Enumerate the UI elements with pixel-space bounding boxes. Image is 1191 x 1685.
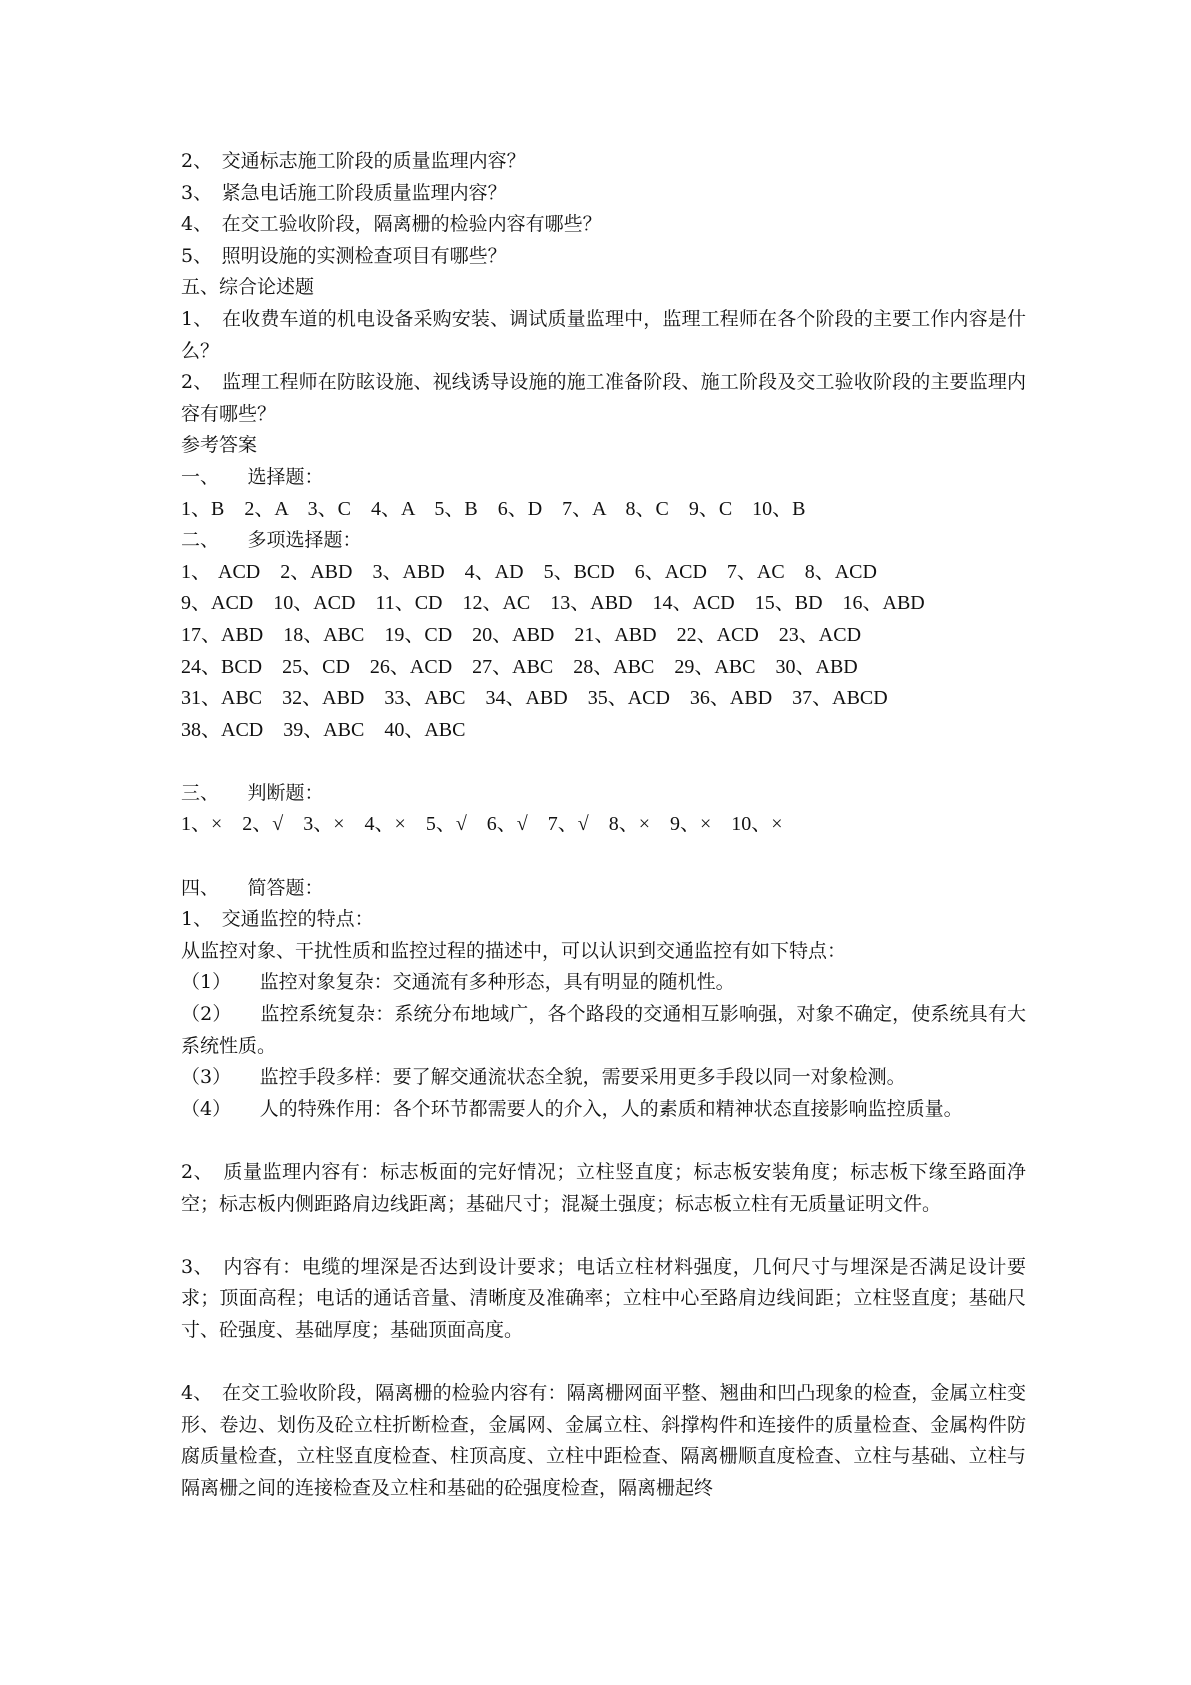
- answer-point: （4） 人的特殊作用：各个环节都需要人的介入，人的素质和精神状态直接影响监控质量。: [181, 1097, 963, 1120]
- answer-point: （3） 监控手段多样：要了解交通流状态全貌，需要采用更多手段以同一对象检测。: [181, 1066, 906, 1089]
- answer-section-heading: 一、 选择题：: [181, 465, 324, 488]
- answer-paragraph: 从监控对象、干扰性质和监控过程的描述中，可以认识到交通监控有如下特点：: [181, 939, 847, 962]
- question-item: 3、 紧急电话施工阶段质量监理内容？: [181, 181, 507, 204]
- answer-section-heading: 四、 简答题：: [181, 876, 324, 899]
- document-body: [181, 146, 1026, 1505]
- blank-line: [181, 746, 1026, 778]
- answer-line: 9、ACD 10、ACD 11、CD 12、AC 13、ABD 14、ACD 15、BD 16、ABD: [181, 592, 925, 615]
- question-item: 2、 交通标志施工阶段的质量监理内容？: [181, 150, 526, 172]
- blank-line: [181, 1347, 1026, 1379]
- answer-paragraph: 4、 在交工验收阶段，隔离栅的检验内容有：隔离栅网面平整、翘曲和凹凸现象的检查，金属立柱变形、卷边、划伤及砼立柱折断检查，金属网、金属立柱、斜撑构件和连接件的质量检查、金属构件防腐质量检查，立柱竖直度检查、柱顶高度、立柱中距检查、隔离栅顺直度检查、立柱与基础、立柱与隔离栅之间的连接检查及立柱和基础的砼强度检查，隔离栅起终: [181, 1382, 1026, 1499]
- answer-line: 38、ACD 39、ABC 40、ABC: [181, 718, 466, 741]
- blank-line: [181, 1220, 1026, 1252]
- answer-line: 1、× 2、√ 3、× 4、× 5、√ 6、√ 7、√ 8、× 9、× 10、×: [181, 813, 783, 836]
- answer-paragraph: 3、 内容有：电缆的埋深是否达到设计要求；电话立柱材料强度，几何尺寸与埋深是否满足设计要求；顶面高程；电话的通话音量、清晰度及准确率；立柱中心至路肩边线间距；立柱竖直度；基础尺寸、砼强度、基础厚度；基础顶面高度。: [181, 1255, 1026, 1341]
- section-heading: 五、综合论述题: [181, 276, 315, 299]
- blank-line: [181, 841, 1026, 873]
- answer-line: 31、ABC 32、ABD 33、ABC 34、ABD 35、ACD 36、ABD 37、ABCD: [181, 687, 888, 710]
- answer-section-heading: 二、 多项选择题：: [181, 529, 362, 552]
- answer-line: 1、B 2、A 3、C 4、A 5、B 6、D 7、A 8、C 9、C 10、B: [181, 497, 806, 520]
- answer-point: （2） 监控系统复杂：系统分布地域广，各个路段的交通相互影响强，对象不确定，使系统具有大系统性质。: [181, 1003, 1026, 1057]
- answer-paragraph: 2、 质量监理内容有：标志板面的完好情况；立柱竖直度；标志板安装角度；标志板下缘至路面净空；标志板内侧距路肩边线距离；基础尺寸；混凝土强度；标志板立柱有无质量证明文件。: [181, 1161, 1026, 1215]
- question-item: 5、 照明设施的实测检查项目有哪些？: [181, 244, 507, 267]
- blank-line: [181, 1125, 1026, 1157]
- answer-line: 17、ABD 18、ABC 19、CD 20、ABD 21、ABD 22、ACD 23、ACD: [181, 623, 862, 646]
- essay-question: 2、 监理工程师在防眩设施、视线诱导设施的施工准备阶段、施工阶段及交工验收阶段的主要监理内容有哪些？: [181, 371, 1026, 425]
- answer-line: 24、BCD 25、CD 26、ACD 27、ABC 28、ABC 29、ABC 30、ABD: [181, 655, 858, 678]
- answer-item-title: 1、 交通监控的特点：: [181, 908, 374, 931]
- essay-question: 1、 在收费车道的机电设备采购安装、调试质量监理中，监理工程师在各个阶段的主要工作内容是什么？: [181, 307, 1026, 362]
- question-item: 4、 在交工验收阶段，隔离栅的检验内容有哪些？: [181, 213, 602, 236]
- answer-line: 1、 ACD 2、ABD 3、ABD 4、AD 5、BCD 6、ACD 7、AC 8、ACD: [181, 560, 877, 583]
- answers-heading: 参考答案: [181, 434, 258, 457]
- answer-point: （1） 监控对象复杂：交通流有多种形态，具有明显的随机性。: [181, 971, 735, 994]
- answer-section-heading: 三、 判断题：: [181, 781, 324, 804]
